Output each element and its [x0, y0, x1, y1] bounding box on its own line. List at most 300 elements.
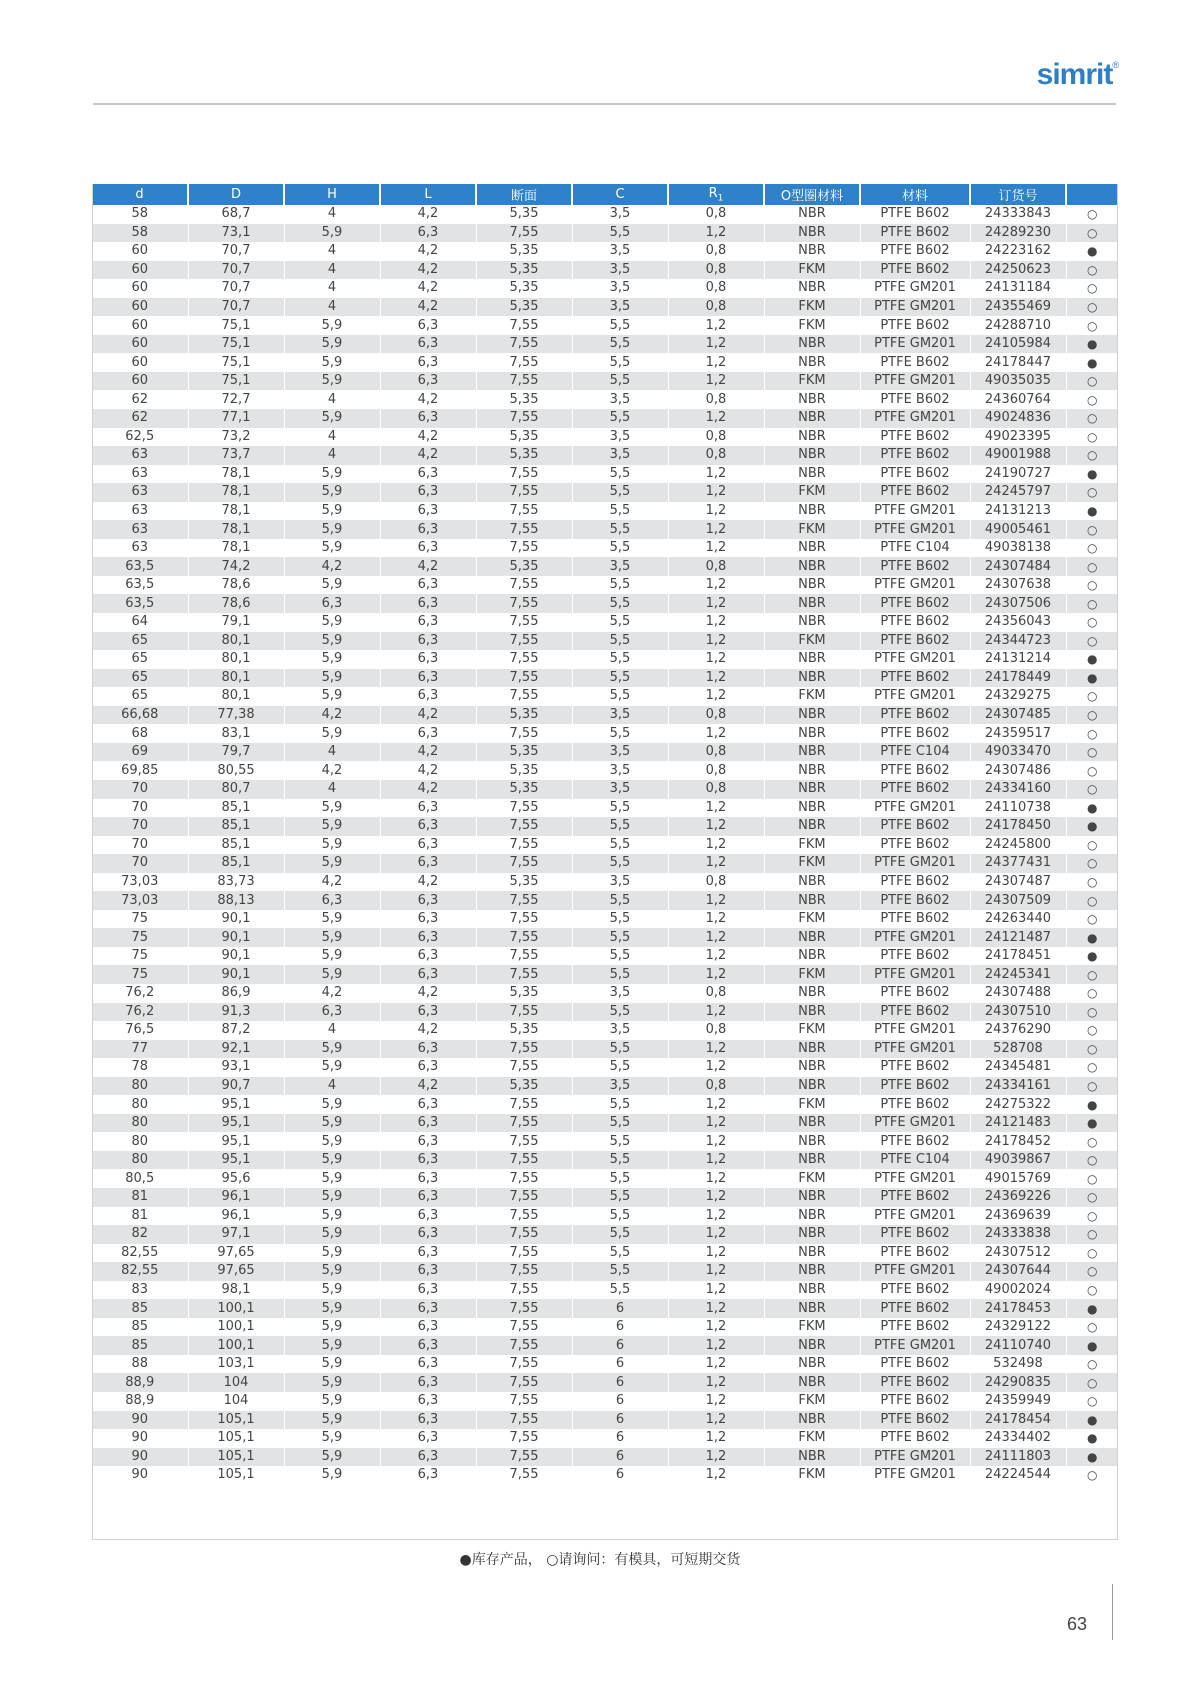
cell-L: 6,3 — [380, 1392, 476, 1411]
cell-order-number: 24290835 — [970, 1373, 1066, 1392]
cell-L: 4,2 — [380, 984, 476, 1003]
registered-mark: ® — [1112, 60, 1118, 70]
cell-stock-status: ○ — [1066, 390, 1118, 409]
table-row — [92, 1262, 1118, 1281]
cell-R1: 1,2 — [668, 1299, 764, 1318]
cell-D: 95,1 — [188, 1151, 284, 1170]
table-row — [92, 761, 1118, 780]
cell-oring-material: NBR — [764, 353, 860, 372]
cell-L: 6,3 — [380, 576, 476, 595]
cell-stock-status: ● — [1066, 1299, 1118, 1318]
cell-H: 5,9 — [284, 613, 380, 632]
cell-H: 4,2 — [284, 706, 380, 725]
cell-oring-material: FKM — [764, 854, 860, 873]
cell-H: 4,2 — [284, 873, 380, 892]
cell-D: 74,2 — [188, 557, 284, 576]
cell-oring-material: FKM — [764, 910, 860, 929]
table-row — [92, 372, 1118, 391]
cell-section: 7,55 — [476, 669, 572, 688]
cell-material: PTFE GM201 — [860, 1448, 970, 1467]
cell-L: 6,3 — [380, 669, 476, 688]
cell-L: 4,2 — [380, 390, 476, 409]
cell-H: 5,9 — [284, 965, 380, 984]
cell-stock-status: ○ — [1066, 1244, 1118, 1263]
cell-R1: 1,2 — [668, 502, 764, 521]
cell-order-number: 49033470 — [970, 743, 1066, 762]
cell-H: 4,2 — [284, 557, 380, 576]
cell-D: 75,1 — [188, 353, 284, 372]
cell-material: PTFE GM201 — [860, 372, 970, 391]
cell-L: 6,3 — [380, 836, 476, 855]
cell-order-number: 24334160 — [970, 780, 1066, 799]
cell-L: 6,3 — [380, 947, 476, 966]
cell-stock-status: ○ — [1066, 446, 1118, 465]
cell-C: 3,5 — [572, 761, 668, 780]
col-header-D: D — [188, 184, 284, 205]
cell-section: 7,55 — [476, 817, 572, 836]
cell-L: 6,3 — [380, 502, 476, 521]
cell-d: 58 — [92, 224, 188, 243]
cell-d: 60 — [92, 242, 188, 261]
cell-oring-material: NBR — [764, 242, 860, 261]
cell-stock-status: ● — [1066, 650, 1118, 669]
cell-oring-material: FKM — [764, 372, 860, 391]
col-header-H: H — [284, 184, 380, 205]
cell-R1: 1,2 — [668, 372, 764, 391]
cell-C: 6 — [572, 1392, 668, 1411]
cell-C: 3,5 — [572, 873, 668, 892]
cell-material: PTFE B602 — [860, 1132, 970, 1151]
cell-oring-material: NBR — [764, 1373, 860, 1392]
table-row — [92, 706, 1118, 725]
cell-order-number: 532498 — [970, 1355, 1066, 1374]
cell-D: 73,1 — [188, 224, 284, 243]
cell-section: 7,55 — [476, 1040, 572, 1059]
cell-oring-material: FKM — [764, 687, 860, 706]
cell-d: 63 — [92, 502, 188, 521]
table-row — [92, 1169, 1118, 1188]
cell-stock-status: ● — [1066, 1429, 1118, 1448]
cell-d: 88,9 — [92, 1373, 188, 1392]
cell-oring-material: NBR — [764, 1262, 860, 1281]
cell-section: 7,55 — [476, 1003, 572, 1022]
cell-d: 60 — [92, 261, 188, 280]
cell-stock-status: ● — [1066, 353, 1118, 372]
cell-D: 104 — [188, 1392, 284, 1411]
table-row — [92, 261, 1118, 280]
cell-d: 82,55 — [92, 1262, 188, 1281]
cell-order-number: 24288710 — [970, 316, 1066, 335]
cell-material: PTFE B602 — [860, 483, 970, 502]
cell-section: 7,55 — [476, 502, 572, 521]
cell-stock-status: ○ — [1066, 1281, 1118, 1300]
cell-R1: 1,2 — [668, 1373, 764, 1392]
cell-oring-material: FKM — [764, 1429, 860, 1448]
cell-C: 5,5 — [572, 316, 668, 335]
cell-section: 7,55 — [476, 1466, 572, 1485]
cell-d: 76,5 — [92, 1021, 188, 1040]
cell-order-number: 24111803 — [970, 1448, 1066, 1467]
cell-H: 5,9 — [284, 465, 380, 484]
cell-L: 6,3 — [380, 1318, 476, 1337]
cell-L: 4,2 — [380, 205, 476, 224]
cell-H: 5,9 — [284, 1429, 380, 1448]
table-row — [92, 520, 1118, 539]
cell-section: 5,35 — [476, 873, 572, 892]
cell-R1: 1,2 — [668, 1466, 764, 1485]
cell-material: PTFE B602 — [860, 242, 970, 261]
cell-order-number: 24307487 — [970, 873, 1066, 892]
cell-order-number: 24307485 — [970, 706, 1066, 725]
cell-d: 63,5 — [92, 576, 188, 595]
cell-D: 78,6 — [188, 576, 284, 595]
cell-order-number: 49015769 — [970, 1169, 1066, 1188]
cell-order-number: 24359517 — [970, 724, 1066, 743]
cell-D: 105,1 — [188, 1448, 284, 1467]
cell-d: 80 — [92, 1095, 188, 1114]
cell-material: PTFE B602 — [860, 205, 970, 224]
cell-C: 5,5 — [572, 817, 668, 836]
cell-C: 3,5 — [572, 428, 668, 447]
cell-section: 7,55 — [476, 372, 572, 391]
cell-order-number: 24356043 — [970, 613, 1066, 632]
cell-R1: 1,2 — [668, 1411, 764, 1430]
cell-L: 6,3 — [380, 817, 476, 836]
cell-H: 5,9 — [284, 224, 380, 243]
cell-R1: 0,8 — [668, 873, 764, 892]
cell-H: 5,9 — [284, 520, 380, 539]
cell-section: 5,35 — [476, 242, 572, 261]
cell-order-number: 24334402 — [970, 1429, 1066, 1448]
table-row — [92, 780, 1118, 799]
cell-d: 76,2 — [92, 984, 188, 1003]
cell-section: 7,55 — [476, 891, 572, 910]
cell-H: 5,9 — [284, 854, 380, 873]
cell-oring-material: NBR — [764, 390, 860, 409]
cell-material: PTFE GM201 — [860, 409, 970, 428]
cell-section: 7,55 — [476, 854, 572, 873]
cell-R1: 1,2 — [668, 594, 764, 613]
cell-oring-material: FKM — [764, 1466, 860, 1485]
cell-C: 6 — [572, 1336, 668, 1355]
cell-C: 5,5 — [572, 1188, 668, 1207]
cell-R1: 1,2 — [668, 928, 764, 947]
cell-C: 3,5 — [572, 1021, 668, 1040]
cell-C: 5,5 — [572, 836, 668, 855]
cell-oring-material: NBR — [764, 1077, 860, 1096]
cell-section: 5,35 — [476, 1021, 572, 1040]
cell-H: 5,9 — [284, 1188, 380, 1207]
cell-oring-material: NBR — [764, 761, 860, 780]
cell-R1: 0,8 — [668, 780, 764, 799]
cell-section: 7,55 — [476, 353, 572, 372]
cell-stock-status: ○ — [1066, 1225, 1118, 1244]
cell-order-number: 49023395 — [970, 428, 1066, 447]
cell-section: 7,55 — [476, 928, 572, 947]
cell-H: 5,9 — [284, 799, 380, 818]
cell-L: 6,3 — [380, 891, 476, 910]
cell-material: PTFE B602 — [860, 1281, 970, 1300]
cell-L: 6,3 — [380, 1225, 476, 1244]
cell-R1: 1,2 — [668, 520, 764, 539]
cell-L: 6,3 — [380, 1151, 476, 1170]
cell-d: 78 — [92, 1058, 188, 1077]
cell-material: PTFE GM201 — [860, 1207, 970, 1226]
cell-order-number: 24334161 — [970, 1077, 1066, 1096]
cell-oring-material: NBR — [764, 1058, 860, 1077]
cell-section: 7,55 — [476, 1095, 572, 1114]
cell-d: 80 — [92, 1151, 188, 1170]
cell-material: PTFE B602 — [860, 1299, 970, 1318]
cell-R1: 1,2 — [668, 669, 764, 688]
cell-C: 6 — [572, 1318, 668, 1337]
cell-R1: 1,2 — [668, 854, 764, 873]
cell-H: 4 — [284, 1077, 380, 1096]
cell-D: 100,1 — [188, 1318, 284, 1337]
cell-D: 85,1 — [188, 854, 284, 873]
cell-stock-status: ○ — [1066, 743, 1118, 762]
cell-stock-status: ○ — [1066, 594, 1118, 613]
col-header-d: d — [92, 184, 188, 205]
cell-C: 3,5 — [572, 984, 668, 1003]
cell-C: 5,5 — [572, 891, 668, 910]
col-header-R1: $R_1$ — [668, 184, 764, 205]
cell-L: 6,3 — [380, 1188, 476, 1207]
cell-material: PTFE C104 — [860, 539, 970, 558]
table-row — [92, 1466, 1118, 1485]
cell-D: 79,7 — [188, 743, 284, 762]
cell-D: 95,6 — [188, 1169, 284, 1188]
col-header-section: 断面 — [476, 184, 572, 205]
cell-D: 73,7 — [188, 446, 284, 465]
cell-C: 3,5 — [572, 279, 668, 298]
cell-oring-material: NBR — [764, 1411, 860, 1430]
cell-C: 6 — [572, 1355, 668, 1374]
table-row — [92, 1114, 1118, 1133]
cell-d: 90 — [92, 1411, 188, 1430]
col-header-oring-material: O型圈材料 — [764, 184, 860, 205]
cell-stock-status: ○ — [1066, 1188, 1118, 1207]
cell-material: PTFE C104 — [860, 1151, 970, 1170]
cell-material: PTFE B602 — [860, 1225, 970, 1244]
cell-section: 7,55 — [476, 724, 572, 743]
cell-material: PTFE B602 — [860, 1077, 970, 1096]
cell-D: 105,1 — [188, 1429, 284, 1448]
cell-material: PTFE B602 — [860, 1392, 970, 1411]
cell-material: PTFE GM201 — [860, 1466, 970, 1485]
cell-material: PTFE B602 — [860, 224, 970, 243]
cell-C: 6 — [572, 1429, 668, 1448]
cell-section: 7,55 — [476, 1318, 572, 1337]
cell-C: 5,5 — [572, 576, 668, 595]
cell-stock-status: ○ — [1066, 1040, 1118, 1059]
cell-order-number: 24307509 — [970, 891, 1066, 910]
cell-d: 63 — [92, 483, 188, 502]
cell-d: 90 — [92, 1448, 188, 1467]
cell-oring-material: NBR — [764, 1151, 860, 1170]
cell-D: 75,1 — [188, 316, 284, 335]
cell-L: 6,3 — [380, 1095, 476, 1114]
cell-R1: 0,8 — [668, 205, 764, 224]
col-header-stock — [1066, 184, 1118, 205]
cell-C: 3,5 — [572, 743, 668, 762]
cell-R1: 1,2 — [668, 1095, 764, 1114]
cell-stock-status: ○ — [1066, 1318, 1118, 1337]
cell-H: 5,9 — [284, 947, 380, 966]
cell-R1: 1,2 — [668, 1244, 764, 1263]
cell-oring-material: FKM — [764, 316, 860, 335]
cell-H: 5,9 — [284, 1262, 380, 1281]
cell-stock-status: ○ — [1066, 761, 1118, 780]
cell-section: 7,55 — [476, 576, 572, 595]
cell-L: 6,3 — [380, 335, 476, 354]
cell-R1: 1,2 — [668, 1132, 764, 1151]
cell-oring-material: NBR — [764, 1188, 860, 1207]
cell-order-number: 528708 — [970, 1040, 1066, 1059]
cell-C: 6 — [572, 1466, 668, 1485]
cell-L: 4,2 — [380, 298, 476, 317]
cell-material: PTFE GM201 — [860, 1169, 970, 1188]
cell-d: 75 — [92, 965, 188, 984]
cell-L: 6,3 — [380, 1373, 476, 1392]
cell-oring-material: FKM — [764, 261, 860, 280]
cell-D: 70,7 — [188, 261, 284, 280]
cell-H: 4 — [284, 242, 380, 261]
cell-R1: 1,2 — [668, 910, 764, 929]
cell-order-number: 24121487 — [970, 928, 1066, 947]
cell-d: 63,5 — [92, 557, 188, 576]
cell-C: 5,5 — [572, 1225, 668, 1244]
cell-oring-material: NBR — [764, 706, 860, 725]
cell-D: 95,1 — [188, 1095, 284, 1114]
cell-material: PTFE B602 — [860, 316, 970, 335]
cell-section: 7,55 — [476, 1429, 572, 1448]
cell-stock-status: ○ — [1066, 854, 1118, 873]
cell-H: 5,9 — [284, 1244, 380, 1263]
cell-R1: 0,8 — [668, 298, 764, 317]
table-row — [92, 557, 1118, 576]
cell-H: 5,9 — [284, 576, 380, 595]
cell-D: 92,1 — [188, 1040, 284, 1059]
cell-D: 100,1 — [188, 1336, 284, 1355]
cell-L: 6,3 — [380, 353, 476, 372]
table-row — [92, 1448, 1118, 1467]
cell-L: 6,3 — [380, 483, 476, 502]
cell-R1: 1,2 — [668, 576, 764, 595]
cell-R1: 0,8 — [668, 1021, 764, 1040]
cell-L: 6,3 — [380, 465, 476, 484]
cell-C: 6 — [572, 1373, 668, 1392]
cell-section: 5,35 — [476, 446, 572, 465]
cell-D: 103,1 — [188, 1355, 284, 1374]
cell-stock-status: ○ — [1066, 910, 1118, 929]
cell-D: 98,1 — [188, 1281, 284, 1300]
cell-section: 7,55 — [476, 465, 572, 484]
cell-R1: 1,2 — [668, 409, 764, 428]
cell-L: 4,2 — [380, 1021, 476, 1040]
cell-L: 6,3 — [380, 594, 476, 613]
cell-order-number: 24333838 — [970, 1225, 1066, 1244]
cell-section: 7,55 — [476, 1188, 572, 1207]
cell-d: 85 — [92, 1318, 188, 1337]
cell-stock-status: ○ — [1066, 1392, 1118, 1411]
cell-oring-material: NBR — [764, 1244, 860, 1263]
cell-D: 75,1 — [188, 335, 284, 354]
table-row — [92, 316, 1118, 335]
cell-d: 82 — [92, 1225, 188, 1244]
cell-H: 5,9 — [284, 1448, 380, 1467]
cell-order-number: 24307512 — [970, 1244, 1066, 1263]
cell-d: 90 — [92, 1429, 188, 1448]
cell-C: 5,5 — [572, 854, 668, 873]
table-row — [92, 279, 1118, 298]
cell-section: 7,55 — [476, 965, 572, 984]
cell-C: 5,5 — [572, 650, 668, 669]
cell-material: PTFE B602 — [860, 1188, 970, 1207]
cell-d: 70 — [92, 836, 188, 855]
cell-section: 7,55 — [476, 1132, 572, 1151]
cell-section: 7,55 — [476, 650, 572, 669]
cell-d: 75 — [92, 910, 188, 929]
cell-R1: 0,8 — [668, 557, 764, 576]
cell-oring-material: NBR — [764, 1448, 860, 1467]
cell-material: PTFE B602 — [860, 446, 970, 465]
cell-stock-status: ○ — [1066, 576, 1118, 595]
seal-dimension-table — [92, 184, 1118, 1485]
cell-L: 6,3 — [380, 613, 476, 632]
cell-L: 6,3 — [380, 1244, 476, 1263]
cell-order-number: 24307638 — [970, 576, 1066, 595]
cell-oring-material: NBR — [764, 1003, 860, 1022]
table-row — [92, 910, 1118, 929]
cell-order-number: 24376290 — [970, 1021, 1066, 1040]
cell-D: 100,1 — [188, 1299, 284, 1318]
cell-L: 6,3 — [380, 1207, 476, 1226]
cell-H: 5,9 — [284, 1132, 380, 1151]
cell-H: 5,9 — [284, 1299, 380, 1318]
cell-order-number: 49024836 — [970, 409, 1066, 428]
table-row — [92, 1003, 1118, 1022]
cell-C: 5,5 — [572, 1114, 668, 1133]
page-divider — [1112, 1584, 1113, 1640]
cell-C: 5,5 — [572, 724, 668, 743]
cell-R1: 1,2 — [668, 1336, 764, 1355]
cell-d: 88 — [92, 1355, 188, 1374]
cell-H: 4 — [284, 205, 380, 224]
table-row — [92, 1207, 1118, 1226]
cell-R1: 1,2 — [668, 1225, 764, 1244]
table-row — [92, 465, 1118, 484]
cell-D: 80,7 — [188, 780, 284, 799]
cell-d: 63 — [92, 520, 188, 539]
cell-D: 97,1 — [188, 1225, 284, 1244]
cell-oring-material: NBR — [764, 1207, 860, 1226]
cell-D: 97,65 — [188, 1244, 284, 1263]
cell-R1: 0,8 — [668, 706, 764, 725]
table-row — [92, 483, 1118, 502]
cell-H: 5,9 — [284, 1392, 380, 1411]
table-row — [92, 687, 1118, 706]
cell-L: 4,2 — [380, 279, 476, 298]
cell-H: 5,9 — [284, 836, 380, 855]
cell-d: 73,03 — [92, 873, 188, 892]
cell-d: 62,5 — [92, 428, 188, 447]
cell-d: 63 — [92, 465, 188, 484]
cell-order-number: 24360764 — [970, 390, 1066, 409]
table-row — [92, 1040, 1118, 1059]
cell-H: 5,9 — [284, 632, 380, 651]
cell-section: 7,55 — [476, 1373, 572, 1392]
